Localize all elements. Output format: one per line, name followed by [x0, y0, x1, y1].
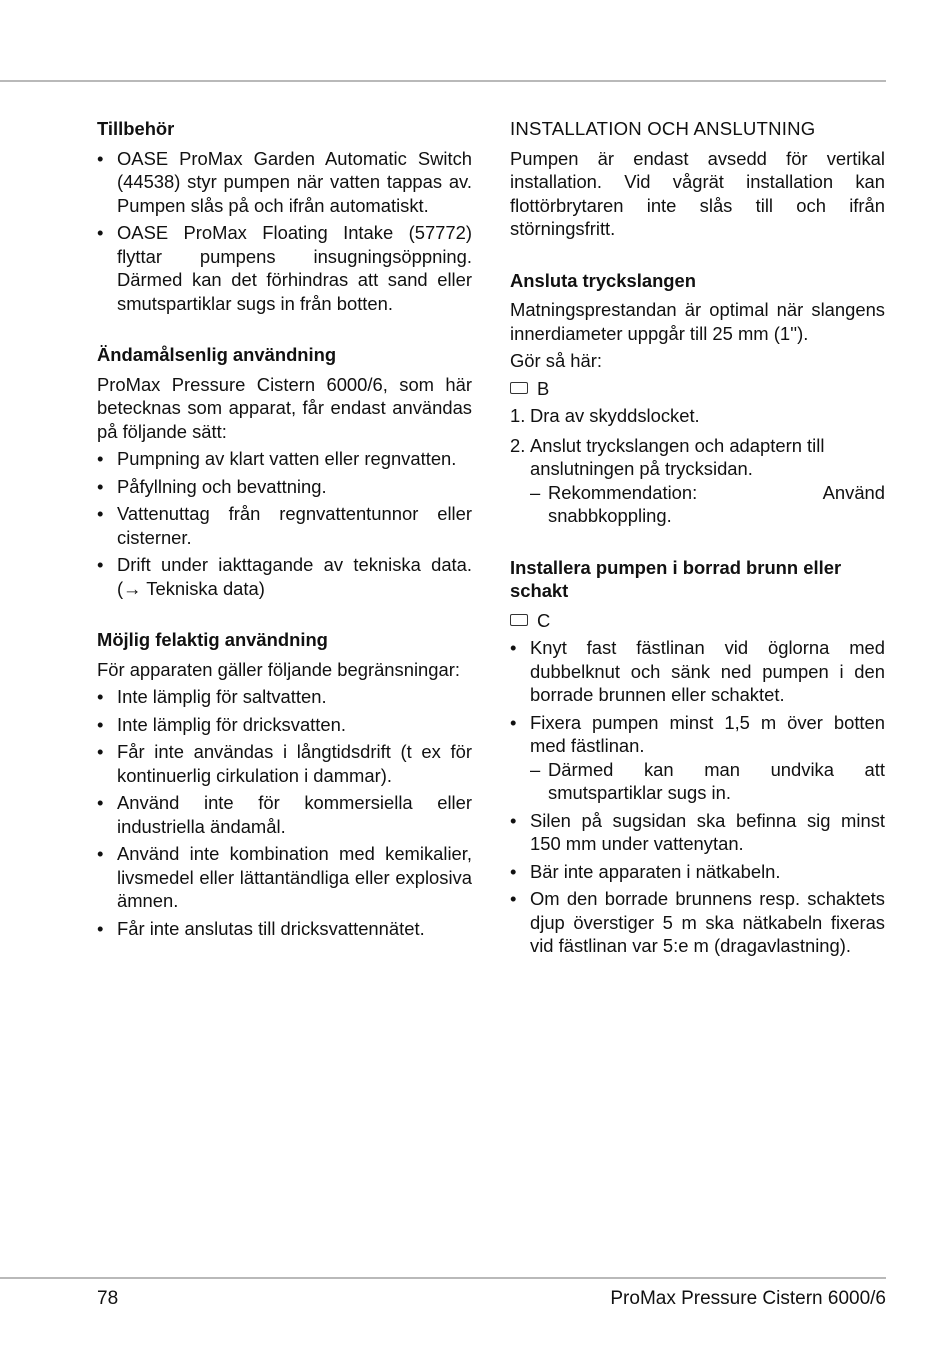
step-item — [510, 434, 885, 528]
recommendation-note — [530, 481, 885, 528]
list-item: • OASE ProMax Floating Intake (57772) flyttar pumpens insugningsöppning. Därmed kan det förhindras att sand eller smutspartiklar sugs in från botten. — [97, 221, 472, 315]
figure-reference-b — [510, 377, 885, 401]
misuse-intro: För apparaten gäller följande begränsningar: — [97, 658, 460, 680]
accessories-heading: Tillbehör — [97, 118, 175, 139]
footer-product-name: ProMax Pressure Cistern 6000/6 — [610, 1288, 886, 1309]
list-item: • Vattenuttag från regnvattentunnor eller cisterner. — [97, 502, 472, 549]
well-list — [510, 636, 885, 958]
recommendation-label: Rekommendation: — [548, 481, 698, 503]
step-text: Anslut tryckslangen och adaptern till anslutningen på trycksidan. — [530, 434, 825, 479]
list-item: • Inte lämplig för dricksvatten. — [97, 713, 472, 737]
list-item: • Använd inte kombination med kemikalier, livsmedel eller lättantändliga eller explosiva ämnen. — [97, 842, 472, 913]
misuse-heading: Möjlig felaktig användning — [97, 629, 328, 650]
figure-icon — [510, 382, 528, 394]
figure-label: C — [537, 609, 551, 631]
pressure-hose-text: Matningsprestandan är optimal när slangens innerdiameter uppgår till 25 mm (1''). — [510, 299, 885, 344]
intended-use-section — [97, 343, 472, 600]
step-number: 2. — [510, 434, 526, 456]
step-text: Dra av skyddslocket. — [530, 405, 700, 426]
header-rule — [0, 80, 886, 82]
sub-note: – Därmed kan man undvika att smutspartiklar sugs in. — [530, 758, 885, 805]
intended-use-list — [97, 447, 472, 600]
figure-icon — [510, 614, 528, 626]
right-column — [510, 117, 885, 986]
list-item: • Använd inte för kommersiella eller industriella ändamål. — [97, 791, 472, 838]
recommendation-word: Använd — [822, 481, 885, 503]
list-item: • Knyt fast fästlinan vid öglorna med dubbelknut och sänk ned pumpen i den borrade brunnen eller schaktet. — [510, 636, 885, 707]
list-item: • Drift under iakttagande av tekniska data. (→ Tekniska data) — [97, 553, 472, 600]
list-item: • Pumpning av klart vatten eller regnvatten. — [97, 447, 472, 471]
list-item: • OASE ProMax Garden Automatic Switch (44538) styr pumpen när vatten tappas av. Pumpen slås på och ifrån automatiskt. — [97, 147, 472, 218]
accessories-list — [97, 147, 472, 316]
installation-section — [510, 117, 885, 241]
list-item: • Påfyllning och bevattning. — [97, 475, 472, 499]
hose-steps — [510, 404, 885, 528]
list-item — [510, 711, 885, 805]
well-section — [510, 556, 885, 958]
left-column — [97, 117, 472, 968]
pressure-hose-section — [510, 269, 885, 528]
installation-text: Pumpen är endast avsedd för vertikal installation. Vid vågrät installation kan flottörbrytaren inte slås till och ifrån störningsfritt. — [510, 147, 885, 239]
step-item — [510, 404, 885, 428]
figure-label: B — [537, 377, 550, 399]
list-item: • Silen på sugsidan ska befinna sig minst 150 mm under vattenytan. — [510, 809, 885, 856]
list-item: • Får inte anslutas till dricksvattennätet. — [97, 917, 472, 941]
intended-use-heading: Ändamålsenlig användning — [97, 344, 337, 365]
recommendation-rest: snabbkoppling. — [548, 505, 672, 526]
page-number: 78 — [97, 1288, 119, 1309]
recommendation-line — [548, 481, 885, 505]
list-item: • Får inte användas i långtidsdrift (t ex för kontinuerlig cirkulation i dammar). — [97, 740, 472, 787]
pressure-hose-heading: Ansluta tryckslangen — [510, 269, 697, 291]
misuse-section — [97, 628, 472, 940]
intended-use-intro: ProMax Pressure Cistern 6000/6, som här betecknas som apparat, får endast användas på följande sätt: — [97, 373, 472, 442]
list-item-text: Fixera pumpen minst 1,5 m över botten med fästlinan. — [530, 711, 885, 756]
well-heading: Installera pumpen i borrad brunn eller schakt — [510, 556, 842, 601]
accessories-section — [97, 117, 472, 315]
footer-rule — [0, 1277, 886, 1279]
howto-label: Gör så här: — [510, 350, 602, 371]
figure-reference-c — [510, 609, 885, 633]
installation-heading: INSTALLATION OCH ANSLUTNING — [510, 118, 816, 139]
misuse-list — [97, 685, 472, 940]
list-item: • Om den borrade brunnens resp. schaktets djup överstiger 5 m ska nätkabeln fixeras vid fästlinan var 5:e m (dragavlastning). — [510, 887, 885, 958]
list-item: • Bär inte apparaten i nätkabeln. — [510, 860, 885, 884]
step-number: 1. — [510, 405, 526, 426]
list-item: • Inte lämplig för saltvatten. — [97, 685, 472, 709]
